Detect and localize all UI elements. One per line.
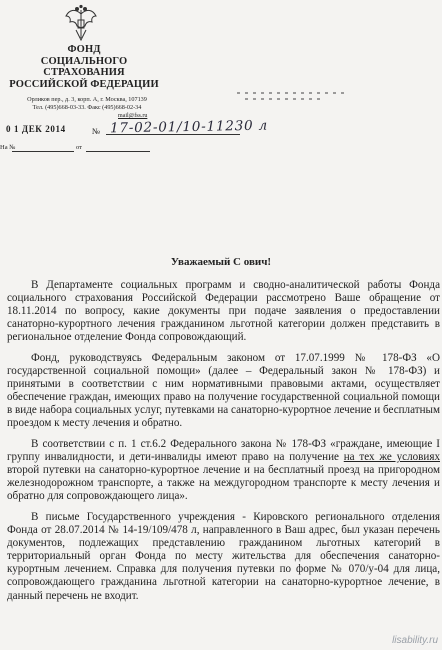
phone-fax-line: Тел. (495)668-03-33. Факс (495)668-02-34 — [32, 104, 142, 111]
number-underline — [106, 134, 240, 135]
letter-body — [7, 279, 440, 610]
reply-date-label: от — [76, 144, 83, 151]
organization-name — [0, 44, 168, 90]
coat-of-arms-emblem — [64, 4, 98, 44]
org-address — [6, 96, 168, 112]
paragraph-text: В соответствии с п. 1 ст.6.2 Федерального закона № 178-ФЗ «граждане, имеющие I группу инвалидности, и дети-инвалиды имеют право на получение — [7, 438, 440, 464]
org-line: СОЦИАЛЬНОГО СТРАХОВАНИЯ — [40, 55, 128, 78]
address-line: Орликов пер., д. 3, корп. А, г. Москва, 107139 — [27, 96, 147, 103]
body-paragraph — [7, 438, 440, 503]
reply-date-line — [86, 151, 150, 152]
body-paragraph: В письме Государственного учреждения - Кировского регионального отделения Фонда от 28.07.2014 № 14-19/109/478 л, направленного в Ваш адрес, был указан перечень документов, подлежащих представлению гражданином льготных категорий в территориальный орган Фонда по месту жительства для обеспечения санаторно-курортным лечением. Справка для получения путевки по форме № 070/у-04 для лица, сопровождающего гражданина льготной категории на санаторно-курортное лечение, в данный перечень не входит. — [7, 511, 440, 602]
underlined-phrase: на тех же условиях — [343, 451, 440, 464]
reply-to-label: На № — [0, 144, 16, 151]
letter-date-stamp: 0 1 ДЕК 2014 — [6, 124, 66, 134]
handwritten-outgoing-number: 17-02-01/10-11230 л — [109, 117, 269, 137]
body-paragraph: Фонд, руководствуясь Федеральным законом от 17.07.1999 № 178-ФЗ «О государственной социальной помощи» (далее – Федеральный закон № 178-ФЗ) и принятыми в соответствии с ним нормативными правовыми актами, осуществляет обеспечение граждан, имеющих право на получение государственной социальной помощи в виде набора социальных услуг, путевками на санаторно-курортное лечение и бесплатным проездом к месту лечения и обратно. — [7, 351, 440, 430]
org-line: ФОНД — [67, 44, 101, 55]
site-watermark: lisability.ru — [392, 635, 438, 646]
email-link[interactable]: mail@fss.ru — [118, 113, 148, 119]
greeting: Уважаемый С ович! — [170, 256, 272, 268]
org-line: РОССИЙСКОЙ ФЕДЕРАЦИИ — [9, 78, 159, 90]
redacted-recipient-mark — [235, 88, 350, 102]
reply-number-line — [12, 151, 74, 152]
paragraph-text: второй путевки на санаторно-курортное лечение и на бесплатный проезд на пригородном железнодорожном транспорте, а также на междугородном транспорте к месту лечения и обратно для сопровождающего лица». — [7, 464, 440, 503]
number-sign: № — [92, 126, 101, 136]
body-paragraph: В Департаменте социальных программ и сводно-аналитической работы Фонда социального страхования Российской Федерации рассмотрено Ваше обращение от 18.11.2014 по вопросу, какие документы при подаче заявления о предоставлении санаторно-курортного лечения гражданином льготной категории должен представить в региональное отделение Фонда сопровождающий. — [7, 279, 440, 344]
